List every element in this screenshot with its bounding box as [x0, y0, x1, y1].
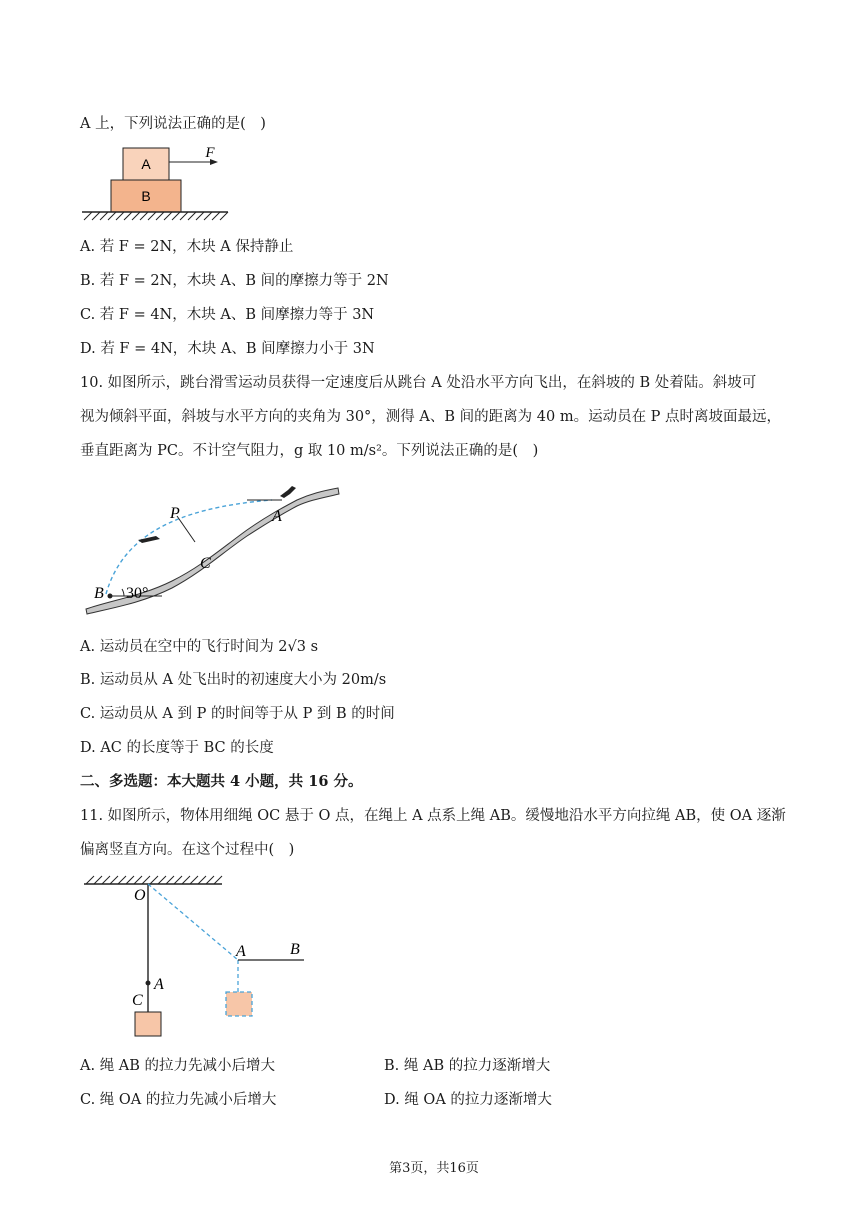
trajectory: [106, 500, 272, 594]
block-dashed: [226, 992, 252, 1016]
label-b: B: [290, 941, 300, 958]
label-a: A: [272, 508, 282, 525]
q10-option-b: B. 运动员从 A 处飞出时的初速度大小为 20m/s: [80, 672, 387, 688]
label-p: P: [170, 505, 180, 522]
block-c: [135, 1012, 161, 1036]
label-b: B: [94, 585, 104, 602]
label-a2: A: [236, 943, 246, 960]
section-heading: 二、多选题：本大题共 4 小题，共 16 分。: [80, 773, 363, 790]
q10-stem-line-3: 垂直距离为 PC。不计空气阻力，g 取 10 m/s²。下列说法正确的是( ): [80, 443, 539, 459]
label-c: C: [132, 992, 143, 1009]
q10-option-a: A. 运动员在空中的飞行时间为 2√3 s: [80, 639, 319, 655]
q10-option-d: D. AC 的长度等于 BC 的长度: [80, 740, 274, 756]
q9-stem-tail: A 上，下列说法正确的是( ): [80, 116, 266, 132]
q11-stem-line-2: 偏离竖直方向。在这个过程中( ): [80, 842, 295, 858]
skier-icon: [280, 486, 296, 498]
q10-stem-line-1: 10. 如图所示，跳台滑雪运动员获得一定速度后从跳台 A 处沿水平方向飞出，在斜坡的 B 处着陆。斜坡可: [80, 375, 757, 391]
label-a1: A: [154, 976, 164, 993]
skier-flying-icon: [138, 536, 160, 543]
q10-figure-ski-jump: [82, 478, 344, 616]
q11-figure-rope: [78, 872, 318, 1042]
q9-option-d: D. 若 F = 4N，木块 A、B 间摩擦力小于 3N: [80, 341, 375, 357]
q9-figure-blocks: [78, 142, 238, 224]
q9-option-b: B. 若 F = 2N，木块 A、B 间的摩擦力等于 2N: [80, 273, 389, 289]
point-a: [146, 981, 151, 986]
q11-option-a: A. 绳 AB 的拉力先减小后增大: [80, 1058, 276, 1074]
label-b: B: [141, 188, 151, 204]
q11-option-c: C. 绳 OA 的拉力先减小后增大: [80, 1092, 277, 1108]
q11-option-d: D. 绳 OA 的拉力逐渐增大: [384, 1092, 552, 1108]
label-c: C: [200, 555, 211, 572]
q11-option-b: B. 绳 AB 的拉力逐渐增大: [384, 1058, 551, 1074]
q9-option-c: C. 若 F = 4N，木块 A、B 间摩擦力等于 3N: [80, 307, 375, 323]
q9-option-a: A. 若 F = 2N，木块 A 保持静止: [80, 239, 294, 255]
rope-oa-dashed: [148, 884, 238, 960]
label-o: O: [134, 887, 146, 904]
angle-arc: [122, 589, 124, 596]
label-a: A: [141, 156, 151, 172]
label-angle: 30°: [126, 585, 149, 602]
q10-stem-line-2: 视为倾斜平面，斜坡与水平方向的夹角为 30°，测得 A、B 间的距离为 40 m。运动员在 P 点时离坡面最远，: [80, 409, 782, 425]
q10-option-c: C. 运动员从 A 到 P 的时间等于从 P 到 B 的时间: [80, 706, 395, 722]
label-f: F: [205, 145, 215, 161]
page-footer: 第3页，共16页: [389, 1161, 479, 1176]
q11-stem-line-1: 11. 如图所示，物体用细绳 OC 悬于 O 点，在绳上 A 点系上绳 AB。缓慢地沿水平方向拉绳 AB，使 OA 逐渐: [80, 808, 786, 824]
